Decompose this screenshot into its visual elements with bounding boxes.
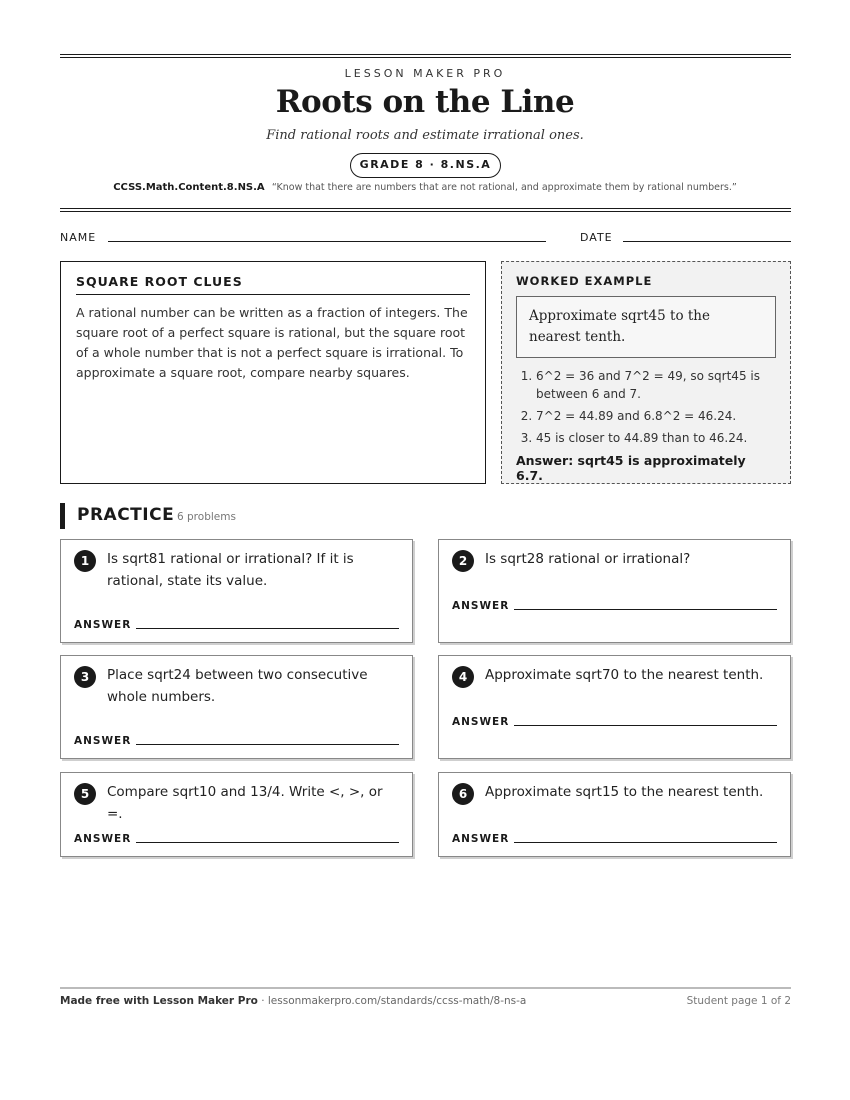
problem-card-6 xyxy=(438,772,791,857)
worked-example-answer: Answer: sqrt45 is approximately 6.7. xyxy=(516,453,746,483)
worked-example-problem: Approximate sqrt45 to the nearest tenth. xyxy=(516,296,776,358)
name-label: NAME xyxy=(60,231,97,244)
problem-card-5 xyxy=(60,772,413,857)
problem-number: 5 xyxy=(74,783,96,805)
footer-page-number: Student page 1 of 2 xyxy=(686,995,791,1007)
worked-example-box xyxy=(501,261,791,484)
standard-line xyxy=(0,182,850,193)
worked-step: 3. 45 is closer to 44.89 than to 46.24. xyxy=(536,429,776,447)
answer-field[interactable] xyxy=(136,628,399,629)
header-bottom-rule xyxy=(60,208,791,212)
problem-number: 2 xyxy=(452,550,474,572)
problem-question: Compare sqrt10 and 13/4. Write <, >, or =. xyxy=(107,784,383,822)
problem-question: Place sqrt24 between two consecutive whole numbers. xyxy=(107,667,368,705)
problem-number: 4 xyxy=(452,666,474,688)
answer-field[interactable] xyxy=(136,744,399,745)
problem-card-2 xyxy=(438,539,791,643)
problem-number: 3 xyxy=(74,666,96,688)
problem-card-4 xyxy=(438,655,791,759)
worked-example-heading: WORKED EXAMPLE xyxy=(516,274,653,288)
clues-box xyxy=(60,261,486,484)
worked-step: 2. 7^2 = 44.89 and 6.8^2 = 46.24. xyxy=(536,407,776,425)
name-field[interactable] xyxy=(108,241,546,242)
answer-field[interactable] xyxy=(514,725,777,726)
answer-field[interactable] xyxy=(514,609,777,610)
footer-credit xyxy=(60,995,526,1007)
practice-accent-bar xyxy=(60,503,65,529)
answer-label: ANSWER xyxy=(74,619,132,631)
problem-number: 6 xyxy=(452,783,474,805)
worked-example-steps xyxy=(516,367,776,447)
brand-name: LESSON MAKER PRO xyxy=(344,67,506,80)
practice-title: PRACTICE xyxy=(77,505,175,525)
date-field[interactable] xyxy=(623,241,791,242)
answer-label: ANSWER xyxy=(74,833,132,845)
answer-label: ANSWER xyxy=(74,735,132,747)
answer-field[interactable] xyxy=(136,842,399,843)
grade-badge: GRADE 8 · 8.NS.A xyxy=(350,153,501,178)
worked-step: 1. 6^2 = 36 and 7^2 = 49, so sqrt45 is between 6 and 7. xyxy=(536,367,776,403)
standard-code: CCSS.Math.Content.8.NS.A xyxy=(113,182,265,193)
page-subtitle: Find rational roots and estimate irrational ones. xyxy=(266,128,584,143)
problem-number: 1 xyxy=(74,550,96,572)
practice-count: 6 problems xyxy=(177,511,236,523)
clues-body: A rational number can be written as a fraction of integers. The square root of a perfect square is rational, but the square root of a whole number that is not a perfect square is irrational. To approximate a square root, compare nearby squares. xyxy=(76,305,468,380)
answer-label: ANSWER xyxy=(452,716,510,728)
answer-field[interactable] xyxy=(514,842,777,843)
problem-question: Is sqrt28 rational or irrational? xyxy=(485,551,691,567)
problem-question: Approximate sqrt15 to the nearest tenth. xyxy=(485,784,764,800)
footer-url[interactable]: · lessonmakerpro.com/standards/ccss-math/8-ns-a xyxy=(257,995,527,1007)
answer-label: ANSWER xyxy=(452,833,510,845)
standard-text: “Know that there are numbers that are not rational, and approximate them by rational numbers.” xyxy=(271,182,737,193)
answer-label: ANSWER xyxy=(452,600,510,612)
page-title: Roots on the Line xyxy=(275,84,575,120)
clues-heading: SQUARE ROOT CLUES xyxy=(76,274,470,295)
header-top-rule xyxy=(60,54,791,58)
problem-question: Is sqrt81 rational or irrational? If it is rational, state its value. xyxy=(107,551,354,589)
footer-rule xyxy=(60,987,791,989)
date-label: DATE xyxy=(580,231,613,244)
footer-made-with: Made free with Lesson Maker Pro xyxy=(60,995,258,1007)
problem-question: Approximate sqrt70 to the nearest tenth. xyxy=(485,667,764,683)
problem-card-1 xyxy=(60,539,413,643)
problem-card-3 xyxy=(60,655,413,759)
